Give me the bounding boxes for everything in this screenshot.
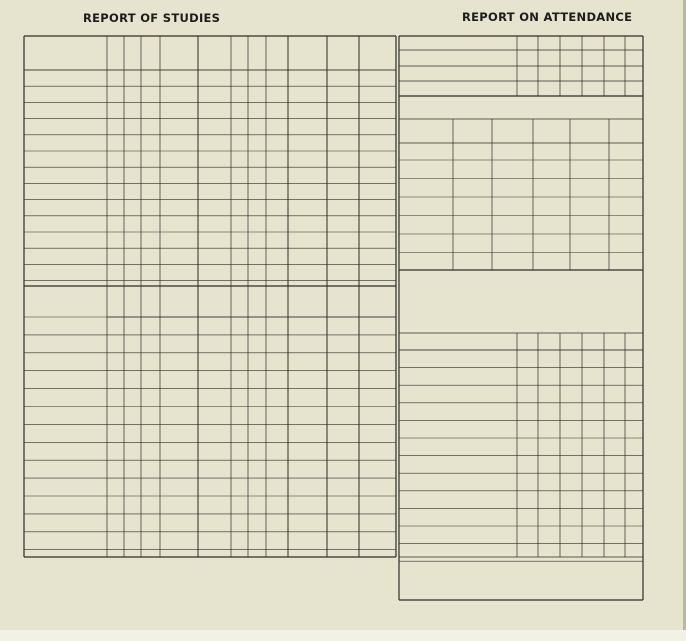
report-of-studies-title: REPORT OF STUDIES (83, 11, 221, 25)
report-on-attendance-title: REPORT ON ATTENDANCE (462, 10, 633, 24)
